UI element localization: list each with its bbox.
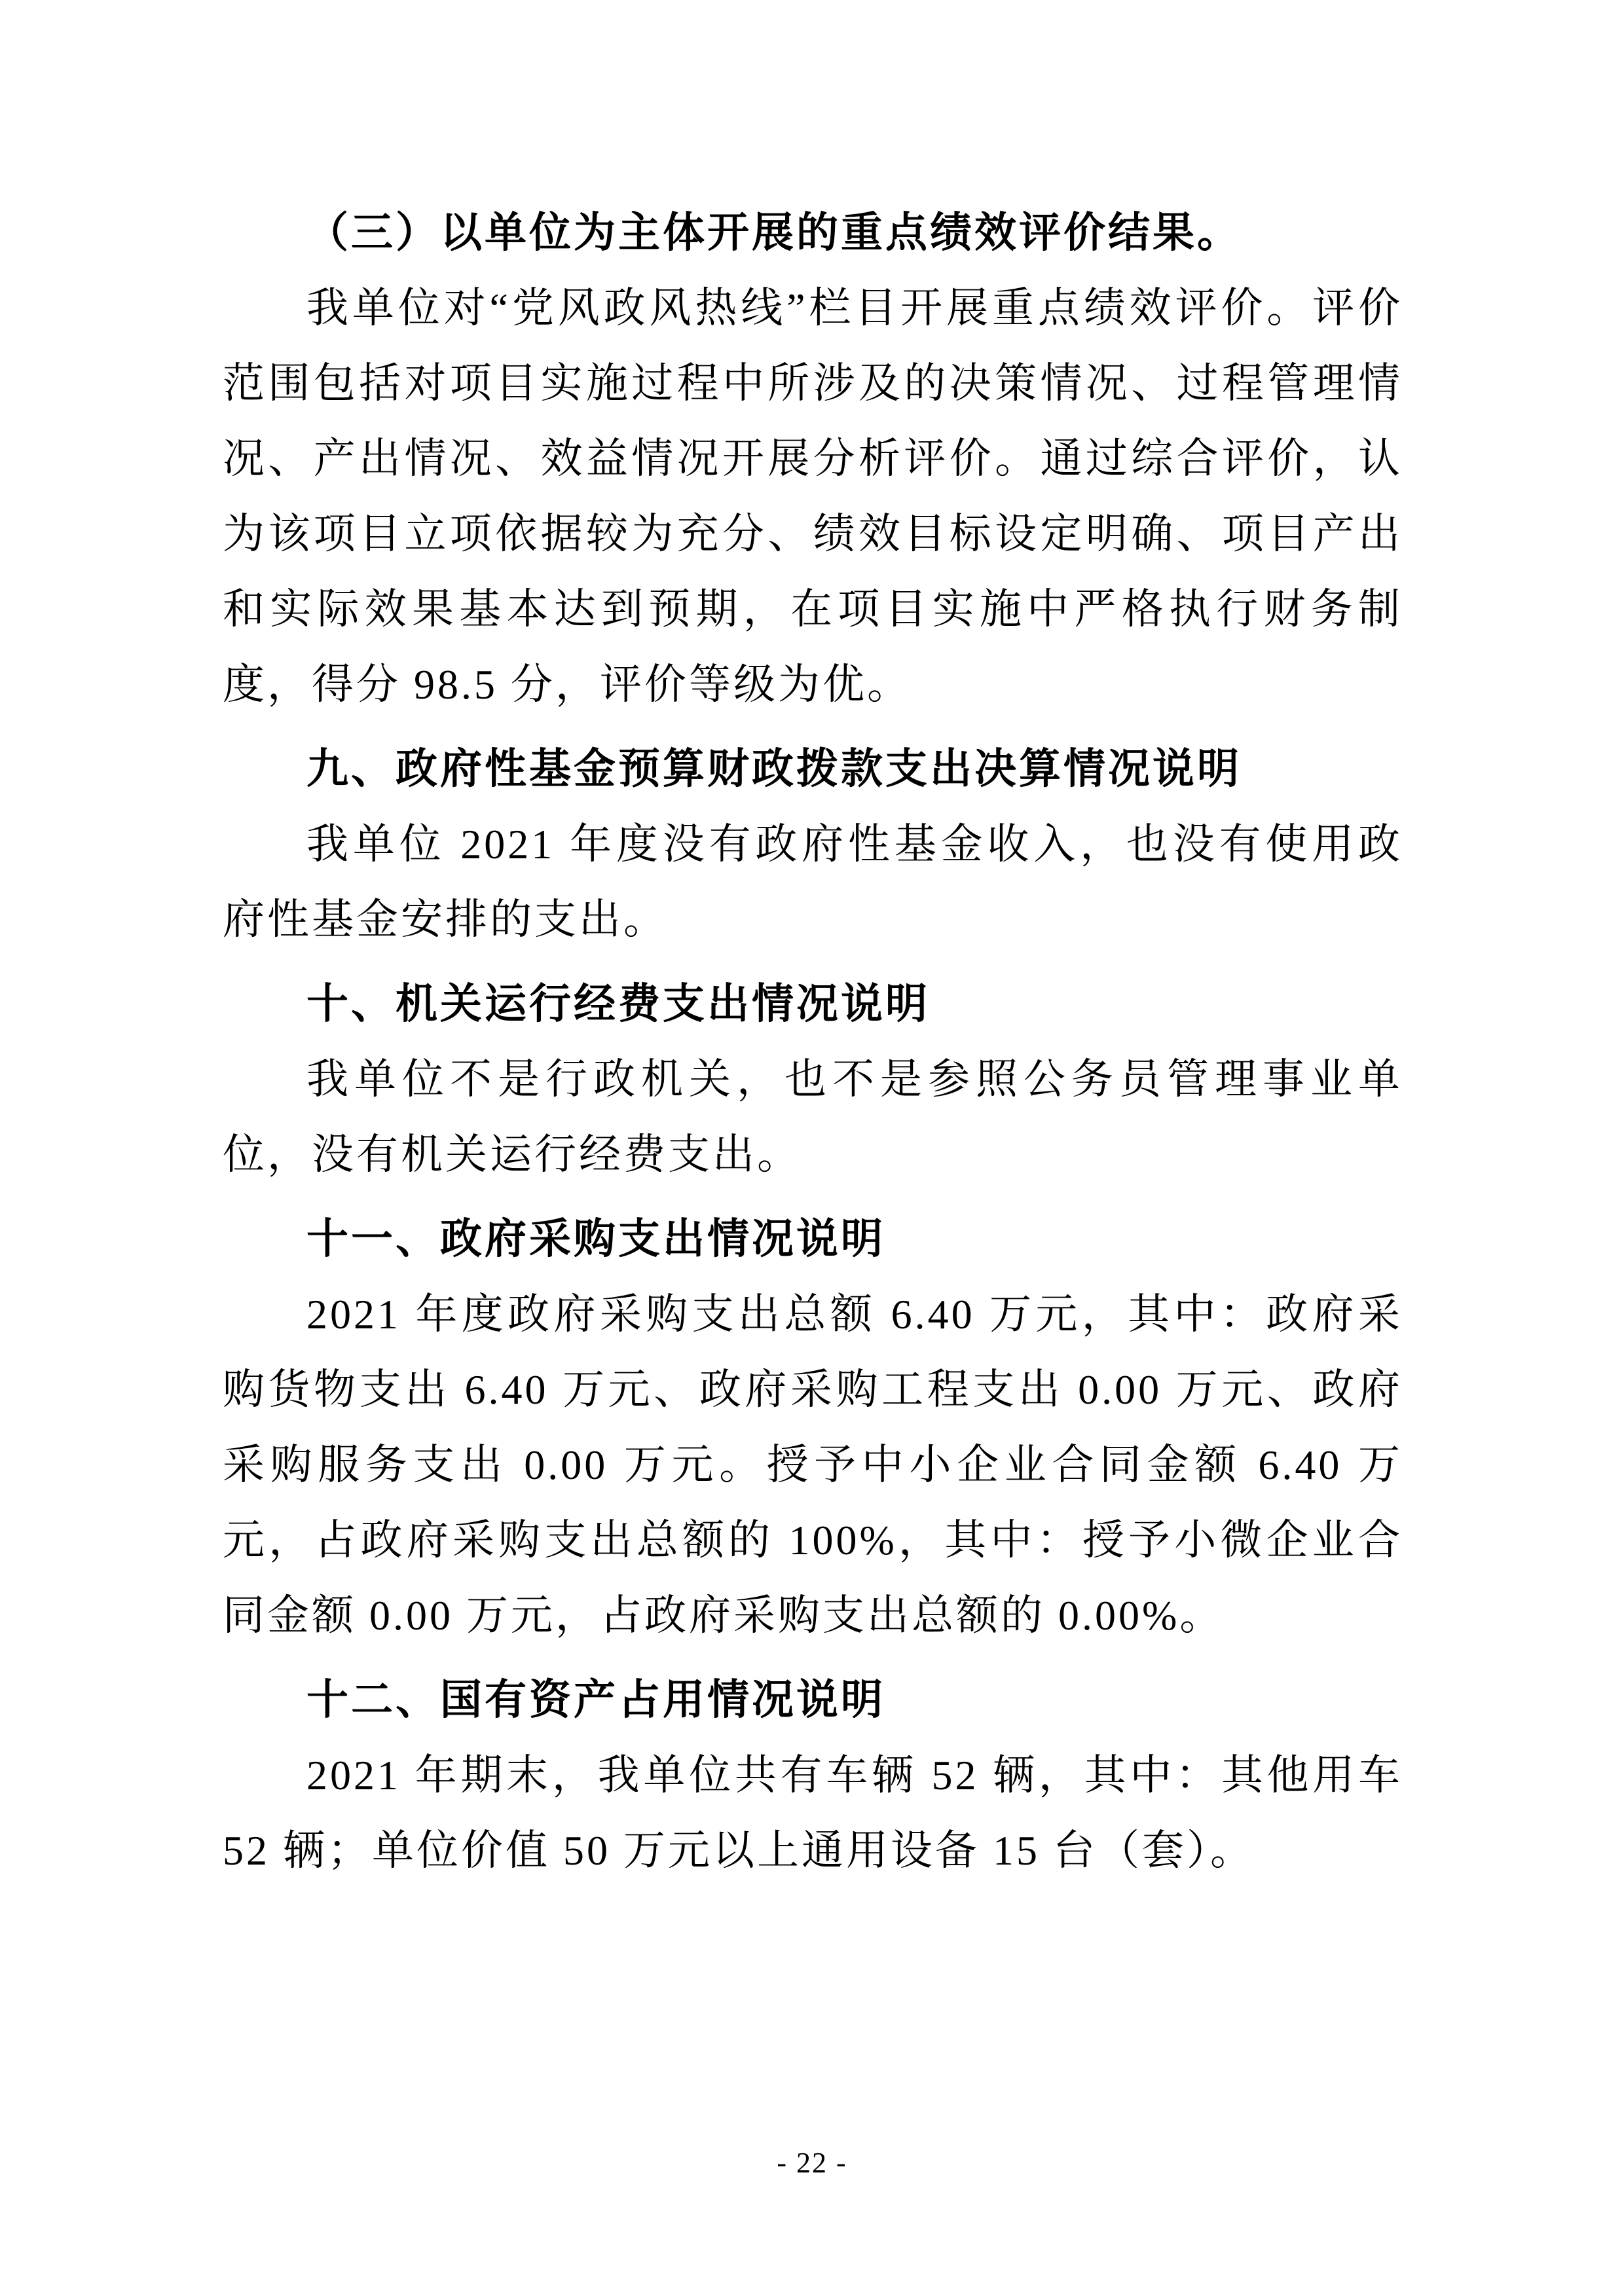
document-body: [223, 195, 1403, 1888]
paragraph-performance-evaluation: 我单位对“党风政风热线”栏目开展重点绩效评价。评价范围包括对项目实施过程中所涉及的决策情况、过程管理情况、产出情况、效益情况开展分析评价。通过综合评价，认为该项目立项依据较为充分、绩效目标设定明确、项目产出和实际效果基本达到预期，在项目实施中严格执行财务制度，得分 98.5 分，评价等级为优。: [223, 285, 1403, 708]
paragraph-operating-expense: 我单位不是行政机关，也不是参照公务员管理事业单位，没有机关运行经费支出。: [223, 1056, 1403, 1178]
section-heading-12-state-assets: 十二、国有资产占用情况说明: [306, 1676, 885, 1723]
section-heading-10-operating-expense: 十、机关运行经费支出情况说明: [306, 980, 930, 1027]
page-number: - 22 -: [777, 2147, 847, 2179]
paragraph-government-fund: 我单位 2021 年度没有政府性基金收入，也没有使用政府性基金安排的支出。: [223, 821, 1403, 943]
section-heading-11-procurement: 十一、政府采购支出情况说明: [306, 1215, 885, 1262]
subsection-heading-performance-evaluation: （三）以单位为主体开展的重点绩效评价结果。: [306, 210, 1242, 256]
paragraph-procurement: 2021 年度政府采购支出总额 6.40 万元，其中：政府采购货物支出 6.40 万元、政府采购工程支出 0.00 万元、政府采购服务支出 0.00 万元。授予中小企业合同金额 6.40 万元，占政府采购支出总额的 100%，其中：授予小微企业合同金额 0.00 万元，占政府采购支出总额的 0.00%。: [223, 1291, 1403, 1639]
section-heading-9-government-fund: 九、政府性基金预算财政拨款支出决算情况说明: [306, 745, 1242, 792]
page-footer: [0, 2146, 1624, 2179]
paragraph-state-assets: 2021 年期末，我单位共有车辆 52 辆，其中：其他用车 52 辆；单位价值 50 万元以上通用设备 15 台（套）。: [223, 1752, 1403, 1874]
